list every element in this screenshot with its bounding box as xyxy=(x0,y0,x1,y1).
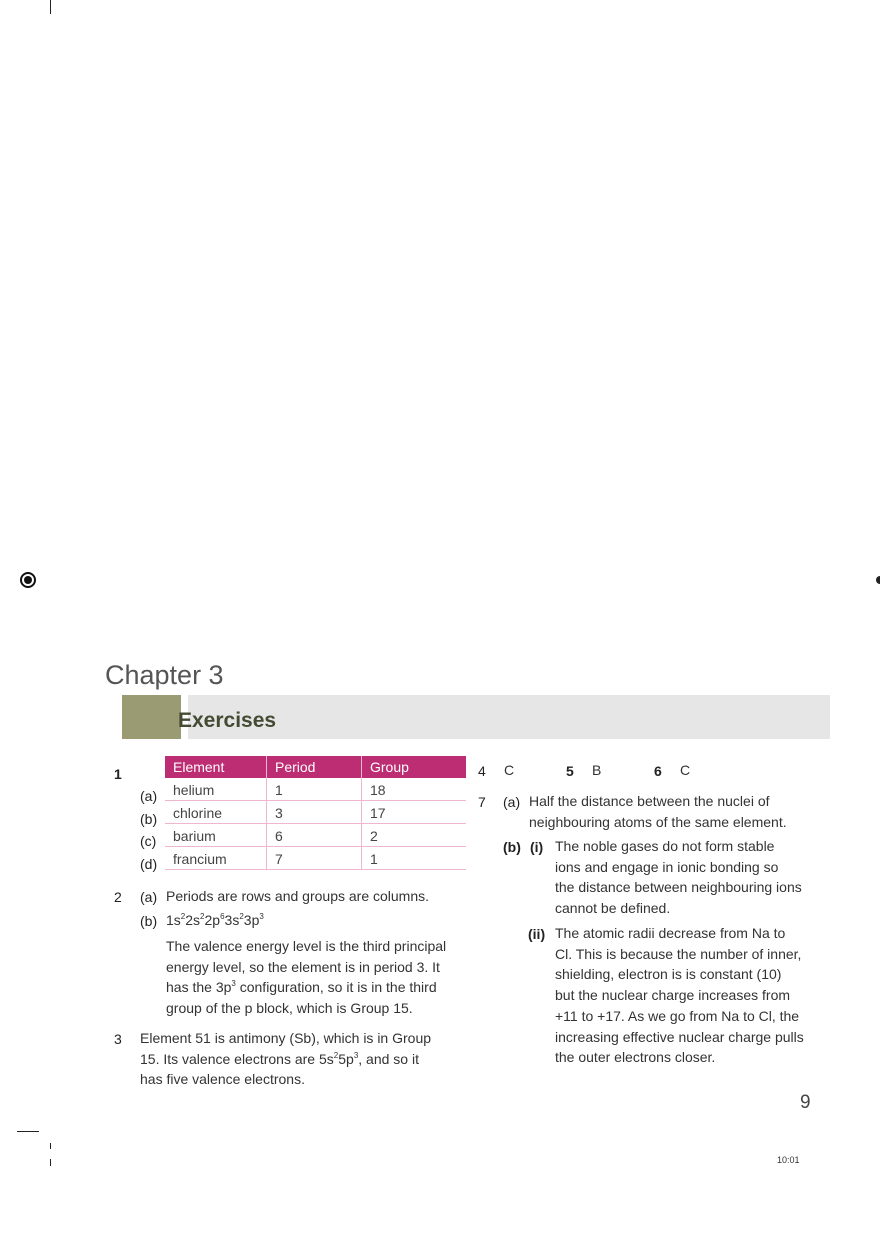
q7-bi-line: ions and engage in ionic bonding so xyxy=(555,858,779,875)
q7-bii-line: the outer electrons closer. xyxy=(555,1049,716,1066)
table-header-group: Group xyxy=(362,756,467,778)
q2-b-line: The valence energy level is the third principal xyxy=(166,938,447,954)
config-part: 3s xyxy=(224,912,240,928)
q1-table xyxy=(165,756,466,870)
table-cell-group: 1 xyxy=(362,847,467,870)
config-part: 1s xyxy=(166,912,181,928)
chapter-title: Chapter 3 xyxy=(105,660,224,690)
table-cell-element: helium xyxy=(165,778,267,801)
q1-row-label-b: (b) xyxy=(140,811,158,827)
table-cell-period: 1 xyxy=(267,778,362,801)
q7-bii-line: Cl. This is because the number of inner, xyxy=(555,945,802,962)
q1-row-label-d: (d) xyxy=(140,856,158,872)
config-exp: 3 xyxy=(259,912,264,921)
q7-a-line: Half the distance between the nuclei of xyxy=(529,793,770,809)
text-part: , and so it xyxy=(358,1050,419,1067)
text-part: configuration, so it is in the third xyxy=(235,979,437,996)
config-part: 3p xyxy=(243,912,260,928)
q3-number: 3 xyxy=(114,1031,122,1047)
q7-bii-line: but the nuclear charge increases from xyxy=(555,987,791,1004)
exercises-banner xyxy=(188,695,830,739)
table-cell-period: 3 xyxy=(267,801,362,824)
table-row xyxy=(165,778,466,801)
q2-b-explanation xyxy=(166,936,466,1019)
q4-answer: C xyxy=(504,762,515,778)
q7-a-line: neighbouring atoms of the same element. xyxy=(529,813,787,830)
table-cell-period: 7 xyxy=(267,847,362,870)
q7-bii-line: The atomic radii decrease from Na to xyxy=(555,925,786,941)
crop-mark-bottom-tick-2 xyxy=(50,1159,51,1166)
footer-time: 10:01 xyxy=(777,1155,800,1165)
q7-b-label: (b) xyxy=(503,839,521,855)
table-header-row xyxy=(165,756,466,778)
crop-mark-bottom-tick-1 xyxy=(50,1143,51,1149)
q3-text xyxy=(140,1028,470,1090)
table-cell-period: 6 xyxy=(267,824,362,847)
q5-number: 5 xyxy=(566,763,574,779)
table-cell-group: 17 xyxy=(362,801,467,824)
q1-row-label-a: (a) xyxy=(140,788,158,804)
crop-mark-bottom-left xyxy=(17,1131,39,1132)
table-cell-element: barium xyxy=(165,824,267,847)
q7-bii-text xyxy=(555,923,830,1068)
q3-line: Element 51 is antimony (Sb), which is in Group xyxy=(140,1030,432,1046)
q5-answer: B xyxy=(592,762,602,778)
q1-row-label-c: (c) xyxy=(140,833,157,849)
q7-number: 7 xyxy=(478,794,486,810)
table-header-element: Element xyxy=(165,756,267,778)
q7-a-label: (a) xyxy=(503,794,521,810)
table-row xyxy=(165,847,466,870)
section-title: Exercises xyxy=(178,709,277,732)
text-part: 5p xyxy=(338,1050,354,1067)
q1-number: 1 xyxy=(114,766,122,782)
table-cell-element: chlorine xyxy=(165,801,267,824)
config-exp: 2 xyxy=(200,912,205,921)
q7-bii-line: increasing effective nuclear charge pulls xyxy=(555,1028,804,1045)
q6-number: 6 xyxy=(654,763,662,779)
registration-mark-icon xyxy=(20,572,36,588)
page-number: 9 xyxy=(800,1092,811,1113)
table-row xyxy=(165,801,466,824)
exercises-banner-square xyxy=(122,695,181,739)
text-exp: 3 xyxy=(231,979,236,989)
text-exp: 2 xyxy=(333,1050,339,1060)
q4-number: 4 xyxy=(478,763,486,779)
table-cell-element: francium xyxy=(165,847,267,870)
text-exp: 3 xyxy=(353,1050,359,1060)
config-exp: 6 xyxy=(220,912,225,921)
q2-b-line: group of the p block, which is Group 15. xyxy=(166,1000,413,1017)
q3-line: has five valence electrons. xyxy=(140,1071,305,1088)
q7-bii-line: +11 to +17. As we go from Na to Cl, the xyxy=(555,1007,800,1024)
registration-mark-right xyxy=(876,576,880,584)
q6-answer: C xyxy=(680,762,691,778)
config-exp: 2 xyxy=(239,912,244,921)
config-part: 2p xyxy=(204,912,221,928)
q2-number: 2 xyxy=(114,889,122,905)
q2-b-line xyxy=(166,977,466,998)
q7-bi-line: the distance between neighbouring ions xyxy=(555,879,802,896)
crop-mark-top xyxy=(50,0,51,14)
config-exp: 2 xyxy=(180,912,186,921)
config-part: 2s xyxy=(185,912,201,928)
table-cell-group: 2 xyxy=(362,824,467,847)
text-part: has the 3p xyxy=(166,979,232,996)
q2-b-line: energy level, so the element is in period 3. It xyxy=(166,958,440,975)
q7-bi-text xyxy=(555,836,830,919)
table-row xyxy=(165,824,466,847)
q7-bi-line: cannot be defined. xyxy=(555,900,671,917)
q7-bi-line: The noble gases do not form stable xyxy=(555,838,775,854)
table-cell-group: 18 xyxy=(362,778,467,801)
table-header-period: Period xyxy=(267,756,362,778)
q7-bi-label: (i) xyxy=(530,839,544,855)
text-part: 15. Its valence electrons are 5s xyxy=(140,1050,334,1067)
q2-b-label: (b) xyxy=(140,913,158,929)
q3-line xyxy=(140,1049,470,1070)
q2-a-text: Periods are rows and groups are columns. xyxy=(166,888,430,904)
q7-bii-line: shielding, electron is is constant (10) xyxy=(555,966,782,983)
q2-b-configuration xyxy=(166,910,264,931)
q7-a-text xyxy=(529,791,829,832)
q2-a-label: (a) xyxy=(140,889,158,905)
q7-bii-label: (ii) xyxy=(528,926,546,942)
